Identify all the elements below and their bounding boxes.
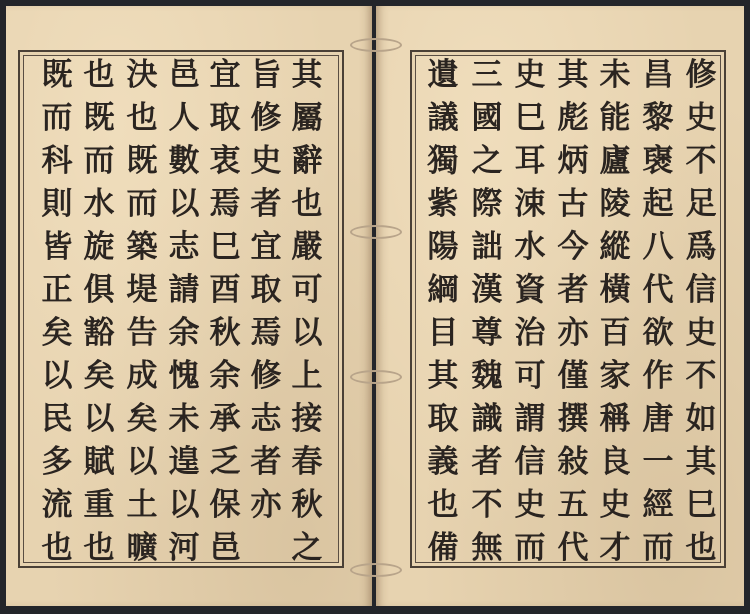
- character: 余: [168, 315, 200, 351]
- character: 國: [471, 100, 503, 136]
- character: 橫: [599, 272, 631, 308]
- character: 秋: [291, 487, 323, 523]
- character: 亦: [250, 487, 282, 523]
- character: 資: [514, 272, 546, 308]
- character: 乏: [209, 444, 241, 480]
- character: 承: [209, 401, 241, 437]
- character: 以: [168, 487, 200, 523]
- character: 辭: [291, 143, 323, 179]
- character: 接: [291, 401, 323, 437]
- character: 魏: [471, 358, 503, 394]
- character: 矣: [41, 315, 73, 351]
- character: 不: [471, 487, 503, 523]
- character: 史: [685, 315, 717, 351]
- character: 唐: [642, 401, 674, 437]
- character: 重: [83, 487, 115, 523]
- character: 謂: [514, 401, 546, 437]
- binding-stitch: [350, 38, 402, 52]
- character: 今: [557, 229, 589, 265]
- character: 以: [41, 358, 73, 394]
- text-column: [287, 54, 327, 566]
- character: 焉: [250, 315, 282, 351]
- character: 古: [557, 186, 589, 222]
- binding-stitch: [350, 370, 402, 384]
- character: 涑: [514, 186, 546, 222]
- character: 保: [209, 487, 241, 523]
- character: 信: [685, 272, 717, 308]
- text-column: [79, 54, 119, 566]
- character: 之: [291, 530, 323, 566]
- character: 作: [642, 358, 674, 394]
- character: 僅: [557, 358, 589, 394]
- character: 既: [126, 143, 158, 179]
- character: 矣: [126, 401, 158, 437]
- character: 上: [291, 358, 323, 394]
- character: 可: [514, 358, 546, 394]
- text-column: [205, 54, 245, 566]
- character: 良: [599, 444, 631, 480]
- character: 也: [291, 186, 323, 222]
- character: 之: [471, 143, 503, 179]
- character: 豁: [83, 315, 115, 351]
- character: 識: [471, 401, 503, 437]
- text-column: [246, 54, 286, 566]
- character: 邑: [168, 57, 200, 93]
- character: 一: [642, 444, 674, 480]
- character: 黎: [642, 100, 674, 136]
- character: 者: [250, 444, 282, 480]
- character: 取: [209, 100, 241, 136]
- character: 請: [168, 272, 200, 308]
- character: 屬: [291, 100, 323, 136]
- character: 如: [685, 401, 717, 437]
- character: 尊: [471, 315, 503, 351]
- character: 俱: [83, 272, 115, 308]
- text-column: [681, 54, 721, 566]
- character: 縱: [599, 229, 631, 265]
- character: 陵: [599, 186, 631, 222]
- character: 經: [642, 487, 674, 523]
- binding-stitch: [350, 225, 402, 239]
- character: 未: [599, 57, 631, 93]
- character: 巳: [685, 487, 717, 523]
- character: 築: [126, 229, 158, 265]
- character: 宜: [209, 57, 241, 93]
- character: 遺: [427, 57, 459, 93]
- character: 信: [514, 444, 546, 480]
- character: 決: [126, 57, 158, 93]
- character: 春: [291, 444, 323, 480]
- character: 彪: [557, 100, 589, 136]
- character: 爲: [685, 229, 717, 265]
- character: 衷: [209, 143, 241, 179]
- character: 以: [83, 401, 115, 437]
- character: 其: [427, 358, 459, 394]
- character: 代: [642, 272, 674, 308]
- character: 際: [471, 186, 503, 222]
- character: 史: [514, 487, 546, 523]
- character: 遑: [168, 444, 200, 480]
- character: 撰: [557, 401, 589, 437]
- character: 史: [514, 57, 546, 93]
- character: 科: [41, 143, 73, 179]
- character: 志: [168, 229, 200, 265]
- character: 其: [557, 57, 589, 93]
- text-column: [37, 54, 77, 566]
- character: 也: [41, 530, 73, 566]
- character: 襃: [642, 143, 674, 179]
- character: 治: [514, 315, 546, 351]
- character: 獨: [427, 143, 459, 179]
- character: 以: [291, 315, 323, 351]
- character: 代: [557, 530, 589, 566]
- text-column: [510, 54, 550, 566]
- character: 而: [83, 143, 115, 179]
- character: 土: [126, 487, 158, 523]
- character: 詘: [471, 229, 503, 265]
- character: 秋: [209, 315, 241, 351]
- character: 也: [427, 487, 459, 523]
- character: 紫: [427, 186, 459, 222]
- character: 起: [642, 186, 674, 222]
- character: 而: [126, 186, 158, 222]
- character: 賦: [83, 444, 115, 480]
- character: 目: [427, 315, 459, 351]
- character: 修: [250, 100, 282, 136]
- character: 數: [168, 143, 200, 179]
- character: 取: [427, 401, 459, 437]
- character: 炳: [557, 143, 589, 179]
- character: 史: [599, 487, 631, 523]
- character: 則: [41, 186, 73, 222]
- text-column: [423, 54, 463, 566]
- character: 取: [250, 272, 282, 308]
- character: 矣: [83, 358, 115, 394]
- character: 焉: [209, 186, 241, 222]
- text-column: [122, 54, 162, 566]
- character: 修: [685, 57, 717, 93]
- character: 八: [642, 229, 674, 265]
- character: 既: [41, 57, 73, 93]
- character: 史: [250, 143, 282, 179]
- character: 而: [642, 530, 674, 566]
- character: 巳: [209, 229, 241, 265]
- character: 成: [126, 358, 158, 394]
- character: 旋: [83, 229, 115, 265]
- character: 邑: [209, 530, 241, 566]
- character: 也: [83, 530, 115, 566]
- character: 者: [557, 272, 589, 308]
- character: 陽: [427, 229, 459, 265]
- character: 酉: [209, 272, 241, 308]
- character: 以: [168, 186, 200, 222]
- character: 者: [250, 186, 282, 222]
- character: 百: [599, 315, 631, 351]
- character: 也: [83, 57, 115, 93]
- text-column: [164, 54, 204, 566]
- character: 議: [427, 100, 459, 136]
- character: 旨: [250, 57, 282, 93]
- character: 廬: [599, 143, 631, 179]
- character: 可: [291, 272, 323, 308]
- character: 水: [514, 229, 546, 265]
- character: 流: [41, 487, 73, 523]
- character: 多: [41, 444, 73, 480]
- text-column: [467, 54, 507, 566]
- character: 不: [685, 143, 717, 179]
- character: 義: [427, 444, 459, 480]
- character: 皆: [41, 229, 73, 265]
- character: 以: [126, 444, 158, 480]
- text-column: [638, 54, 678, 566]
- character: 也: [126, 100, 158, 136]
- character: 備: [427, 530, 459, 566]
- character: 余: [209, 358, 241, 394]
- character: 人: [168, 100, 200, 136]
- binding-stitch: [350, 563, 402, 577]
- character: 而: [41, 100, 73, 136]
- text-column: [595, 54, 635, 566]
- character: 史: [685, 100, 717, 136]
- character: 志: [250, 401, 282, 437]
- character: 不: [685, 358, 717, 394]
- character: 而: [514, 530, 546, 566]
- character: 告: [126, 315, 158, 351]
- character: 修: [250, 358, 282, 394]
- character: 三: [471, 57, 503, 93]
- character: 也: [685, 530, 717, 566]
- character: 綱: [427, 272, 459, 308]
- character: 水: [83, 186, 115, 222]
- character: 堤: [126, 272, 158, 308]
- character: 巳: [514, 100, 546, 136]
- character: 能: [599, 100, 631, 136]
- character: 耳: [514, 143, 546, 179]
- character: 其: [685, 444, 717, 480]
- character: 民: [41, 401, 73, 437]
- character: 其: [291, 57, 323, 93]
- character: 宜: [250, 229, 282, 265]
- text-column: [553, 54, 593, 566]
- character: 稱: [599, 401, 631, 437]
- character: 嚴: [291, 229, 323, 265]
- character: 漢: [471, 272, 503, 308]
- character: 足: [685, 186, 717, 222]
- character: 家: [599, 358, 631, 394]
- character: 者: [471, 444, 503, 480]
- character: 亦: [557, 315, 589, 351]
- character: 既: [83, 100, 115, 136]
- character: 無: [471, 530, 503, 566]
- character: 河: [168, 530, 200, 566]
- character: 正: [41, 272, 73, 308]
- character: 欲: [642, 315, 674, 351]
- character: 昌: [642, 57, 674, 93]
- character: 才: [599, 530, 631, 566]
- character: 敍: [557, 444, 589, 480]
- character: 五: [557, 487, 589, 523]
- character: 曠: [126, 530, 158, 566]
- character: 未: [168, 401, 200, 437]
- character: 愧: [168, 358, 200, 394]
